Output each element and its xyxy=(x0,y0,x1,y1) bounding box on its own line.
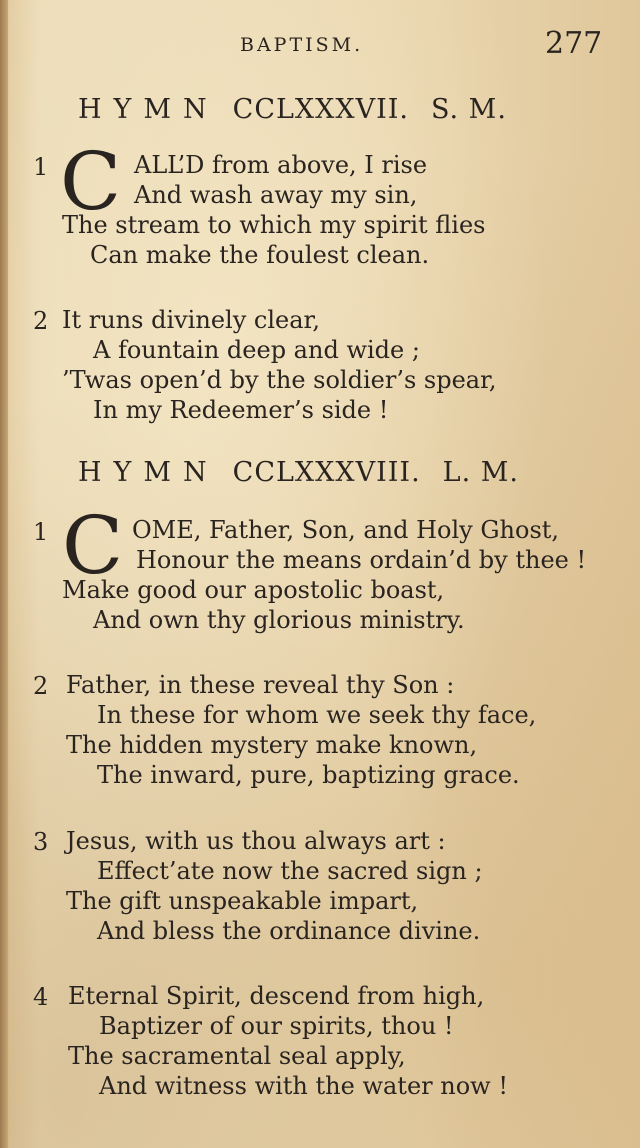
stanza-number: 1 xyxy=(33,518,49,546)
verse-line: The stream to which my spirit flies xyxy=(62,211,486,239)
stanza-number: 1 xyxy=(33,153,49,181)
verse-line: Baptizer of our spirits, thou ! xyxy=(99,1012,454,1040)
verse-line: Make good our apostolic boast, xyxy=(62,576,445,604)
verse-line: The gift unspeakable impart, xyxy=(66,887,419,915)
verse-line: Can make the foulest clean. xyxy=(90,241,430,269)
verse-line: Honour the means ordain’d by thee ! xyxy=(136,546,587,574)
verse-line: Eternal Spirit, descend from high, xyxy=(68,982,485,1010)
hymn-label: HYMN xyxy=(78,457,219,488)
verse-line: The hidden mystery make known, xyxy=(66,731,478,759)
stanza-number: 4 xyxy=(33,983,49,1011)
verse-line: The sacramental seal apply, xyxy=(68,1042,406,1070)
stanza-number: 2 xyxy=(33,307,49,335)
running-head: BAPTISM. xyxy=(240,34,364,56)
hymn-title xyxy=(78,94,507,125)
verse-line: ’Twas open’d by the soldier’s spear, xyxy=(62,366,497,394)
stanza-number: 3 xyxy=(33,828,49,856)
hymn-label: HYMN xyxy=(78,94,219,125)
page-gutter xyxy=(0,0,8,1148)
drop-cap: C xyxy=(62,499,124,592)
page-number: 277 xyxy=(545,26,603,61)
verse-line: Jesus, with us thou always art : xyxy=(66,827,446,855)
verse-line: A fountain deep and wide ; xyxy=(93,336,420,364)
hymn-number: CCLXXXVIII. xyxy=(232,457,421,488)
hymn-number: CCLXXXVII. xyxy=(232,94,409,125)
verse-line: It runs divinely clear, xyxy=(62,306,320,334)
stanza-number: 2 xyxy=(33,672,49,700)
drop-cap: C xyxy=(60,135,122,228)
hymn-meter: L. M. xyxy=(442,457,519,488)
verse-line: And bless the ordinance divine. xyxy=(97,917,481,945)
hymn-meter: S. M. xyxy=(430,94,507,125)
verse-line: And wash away my sin, xyxy=(134,181,418,209)
verse-line: And own thy glorious ministry. xyxy=(93,606,465,634)
verse-line: Father, in these reveal thy Son : xyxy=(66,671,455,699)
verse-line: Effect’ate now the sacred sign ; xyxy=(97,857,483,885)
verse-line: In my Redeemer’s side ! xyxy=(93,396,389,424)
verse-line: ALL’D from above, I rise xyxy=(134,151,428,179)
hymn-title xyxy=(78,457,519,488)
verse-line: OME, Father, Son, and Holy Ghost, xyxy=(132,516,560,544)
verse-line: The inward, pure, baptizing grace. xyxy=(97,761,520,789)
verse-line: And witness with the water now ! xyxy=(99,1072,508,1100)
verse-line: In these for whom we seek thy face, xyxy=(97,701,537,729)
